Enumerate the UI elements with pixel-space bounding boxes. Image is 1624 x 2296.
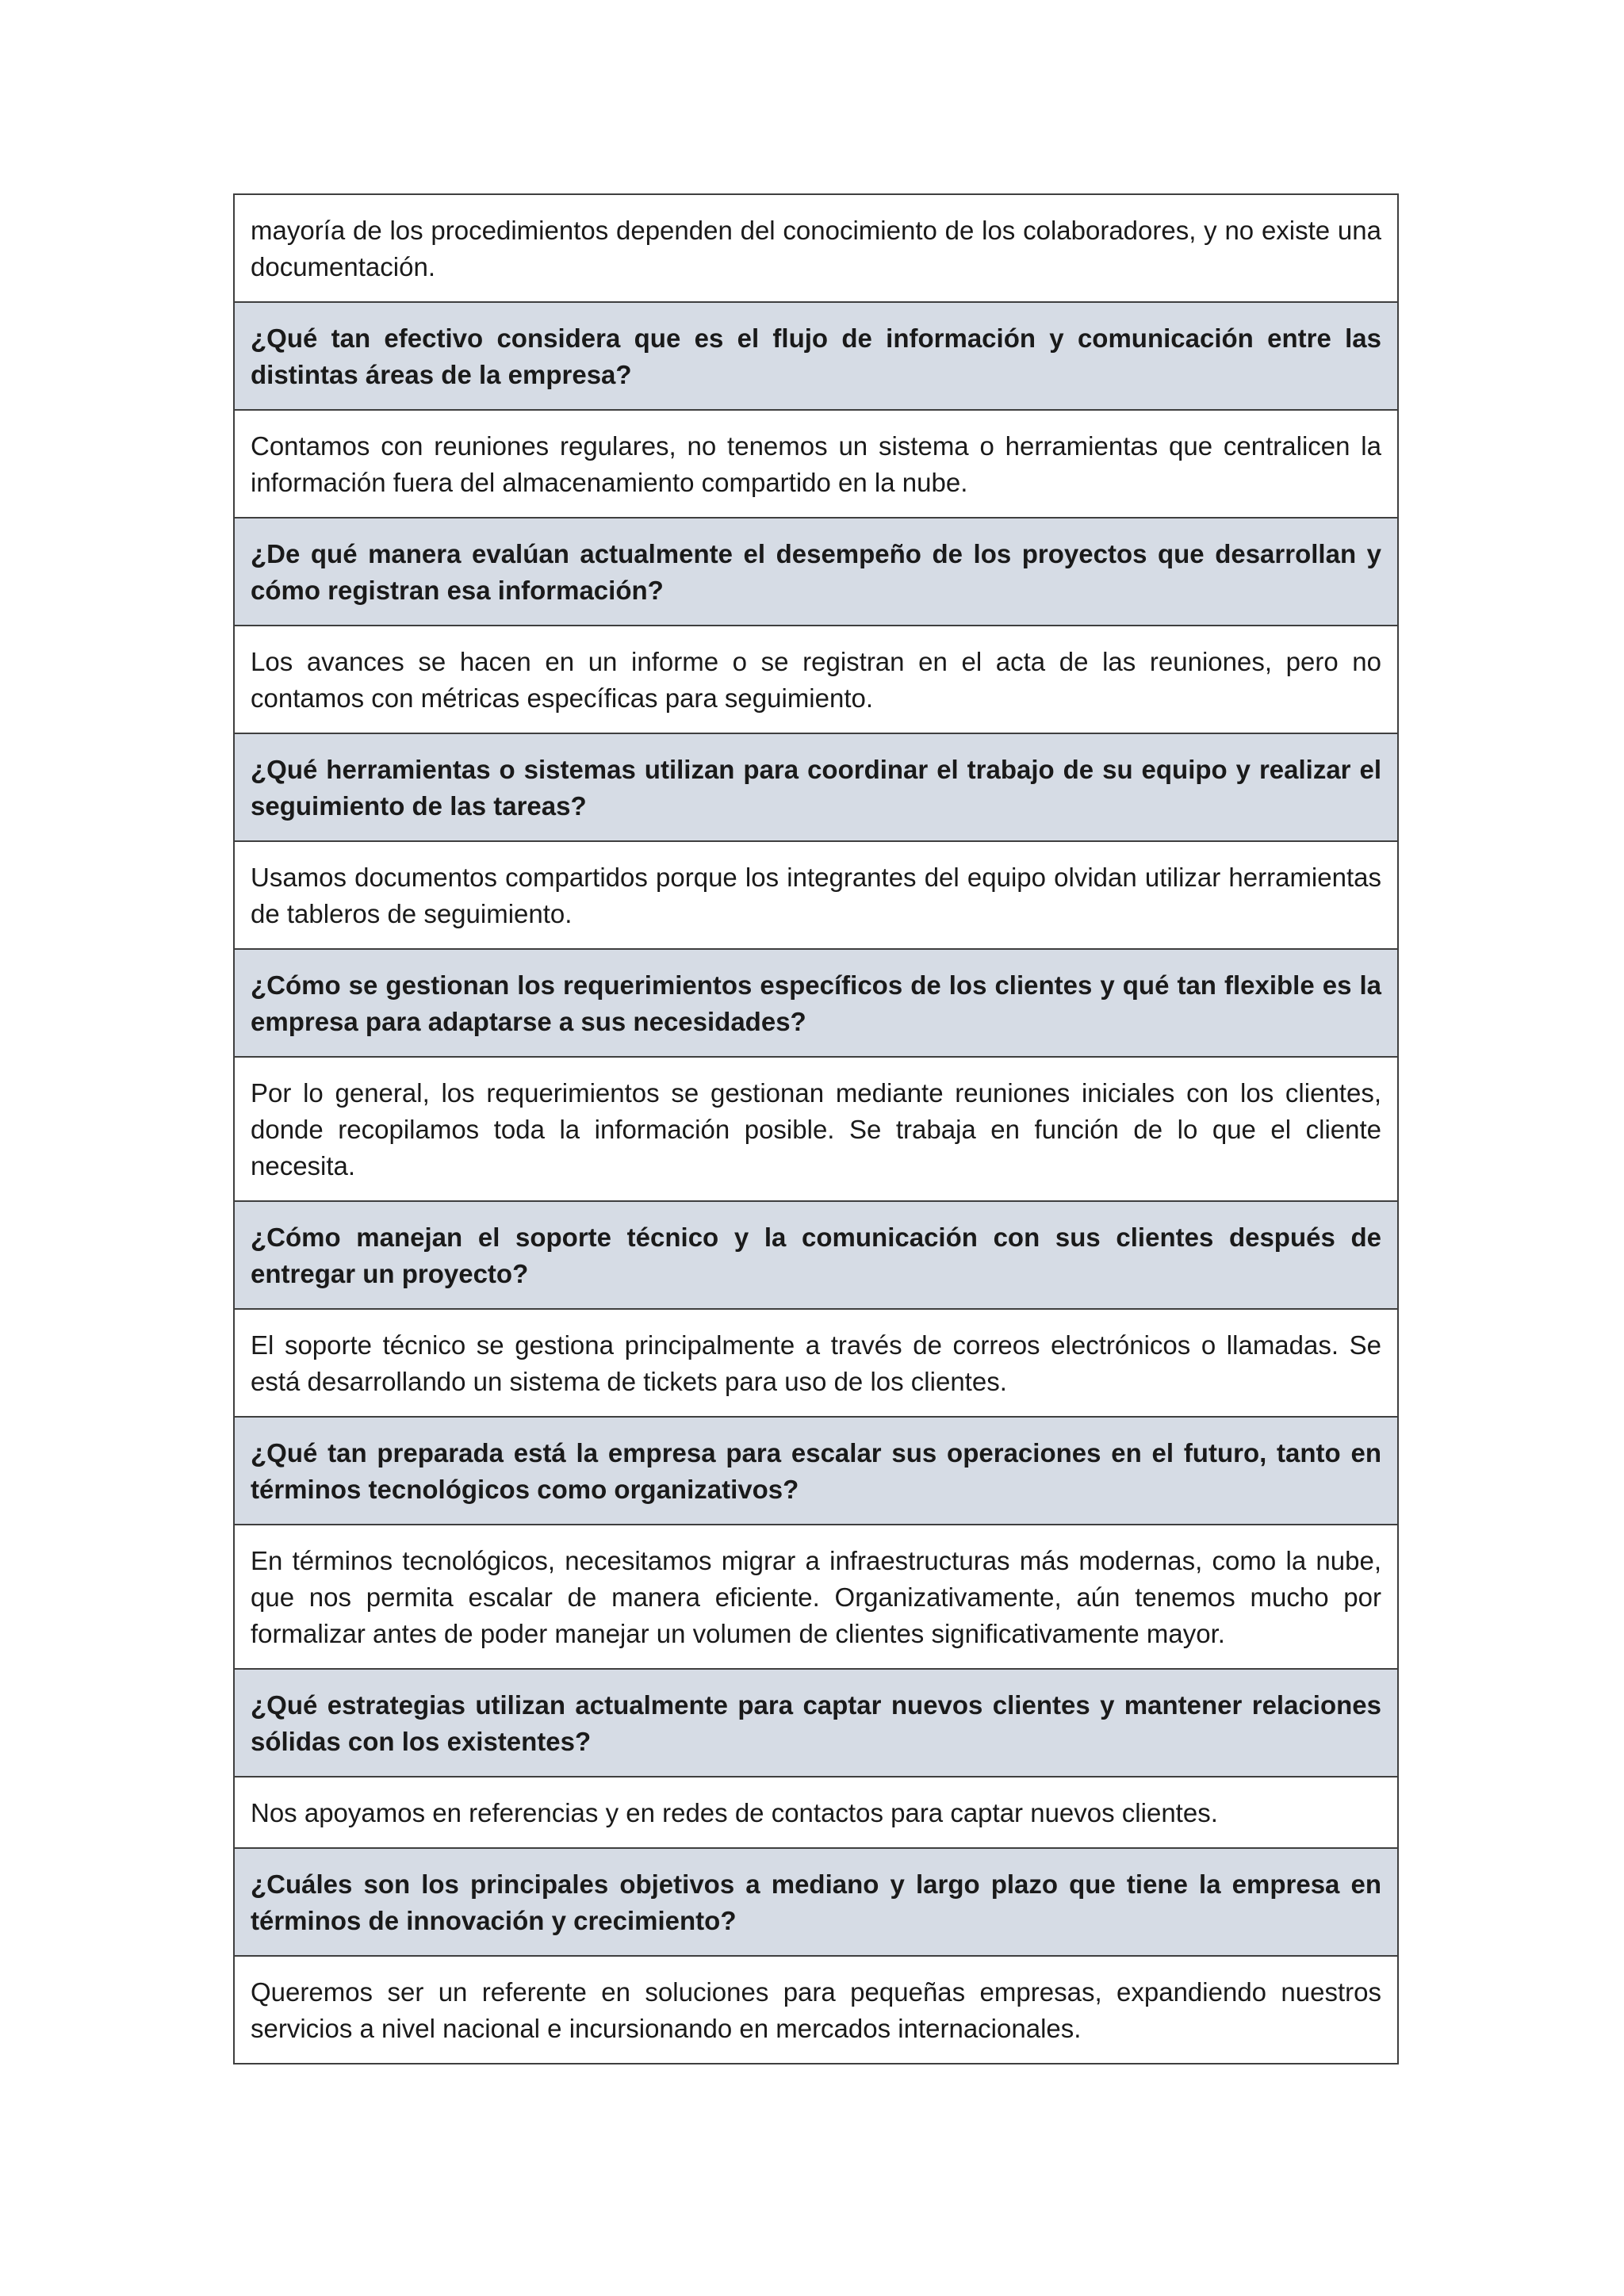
- answer-row: [234, 1777, 1398, 1848]
- answer-row: [234, 1057, 1398, 1201]
- question-row: [234, 1669, 1398, 1777]
- answer-row: [234, 626, 1398, 733]
- question-row: [234, 302, 1398, 410]
- question-row: [234, 733, 1398, 841]
- answer-row: [234, 1309, 1398, 1417]
- question-row: [234, 1417, 1398, 1525]
- answer-cell: Nos apoyamos en referencias y en redes de contactos para captar nuevos clientes.: [234, 1777, 1398, 1848]
- answer-row: [234, 194, 1398, 302]
- answer-cell: Queremos ser un referente en soluciones para pequeñas empresas, expandiendo nuestros servicios a nivel nacional e incursionando en mercados internacionales.: [234, 1956, 1398, 2064]
- answer-cell: En términos tecnológicos, necesitamos migrar a infraestructuras más modernas, como la nube, que nos permita escalar de manera eficiente. Organizativamente, aún tenemos mucho por formalizar antes de poder manejar un volumen de clientes significativamente mayor.: [234, 1525, 1398, 1669]
- question-cell: ¿Cuáles son los principales objetivos a mediano y largo plazo que tiene la empresa en términos de innovación y crecimiento?: [234, 1848, 1398, 1956]
- answer-row: [234, 841, 1398, 949]
- question-row: [234, 1201, 1398, 1309]
- answer-cell: Usamos documentos compartidos porque los integrantes del equipo olvidan utilizar herramientas de tableros de seguimiento.: [234, 841, 1398, 949]
- answer-cell: Los avances se hacen en un informe o se registran en el acta de las reuniones, pero no contamos con métricas específicas para seguimiento.: [234, 626, 1398, 733]
- answer-row: [234, 410, 1398, 518]
- answer-cell: Por lo general, los requerimientos se gestionan mediante reuniones iniciales con los clientes, donde recopilamos toda la información posible. Se trabaja en función de lo que el cliente necesita.: [234, 1057, 1398, 1201]
- question-cell: ¿De qué manera evalúan actualmente el desempeño de los proyectos que desarrollan y cómo registran esa información?: [234, 518, 1398, 626]
- question-cell: ¿Cómo se gestionan los requerimientos específicos de los clientes y qué tan flexible es la empresa para adaptarse a sus necesidades?: [234, 949, 1398, 1057]
- answer-row: [234, 1956, 1398, 2064]
- interview-table: [233, 193, 1399, 2064]
- question-cell: ¿Qué estrategias utilizan actualmente para captar nuevos clientes y mantener relaciones sólidas con los existentes?: [234, 1669, 1398, 1777]
- question-cell: ¿Cómo manejan el soporte técnico y la comunicación con sus clientes después de entregar un proyecto?: [234, 1201, 1398, 1309]
- question-cell: ¿Qué herramientas o sistemas utilizan para coordinar el trabajo de su equipo y realizar el seguimiento de las tareas?: [234, 733, 1398, 841]
- question-row: [234, 518, 1398, 626]
- answer-cell: El soporte técnico se gestiona principalmente a través de correos electrónicos o llamadas. Se está desarrollando un sistema de tickets para uso de los clientes.: [234, 1309, 1398, 1417]
- answer-cell: Contamos con reuniones regulares, no tenemos un sistema o herramientas que centralicen la información fuera del almacenamiento compartido en la nube.: [234, 410, 1398, 518]
- question-cell: ¿Qué tan efectivo considera que es el flujo de información y comunicación entre las distintas áreas de la empresa?: [234, 302, 1398, 410]
- question-row: [234, 1848, 1398, 1956]
- question-row: [234, 949, 1398, 1057]
- question-cell: ¿Qué tan preparada está la empresa para escalar sus operaciones en el futuro, tanto en términos tecnológicos como organizativos?: [234, 1417, 1398, 1525]
- answer-row: [234, 1525, 1398, 1669]
- answer-cell: mayoría de los procedimientos dependen del conocimiento de los colaboradores, y no existe una documentación.: [234, 194, 1398, 302]
